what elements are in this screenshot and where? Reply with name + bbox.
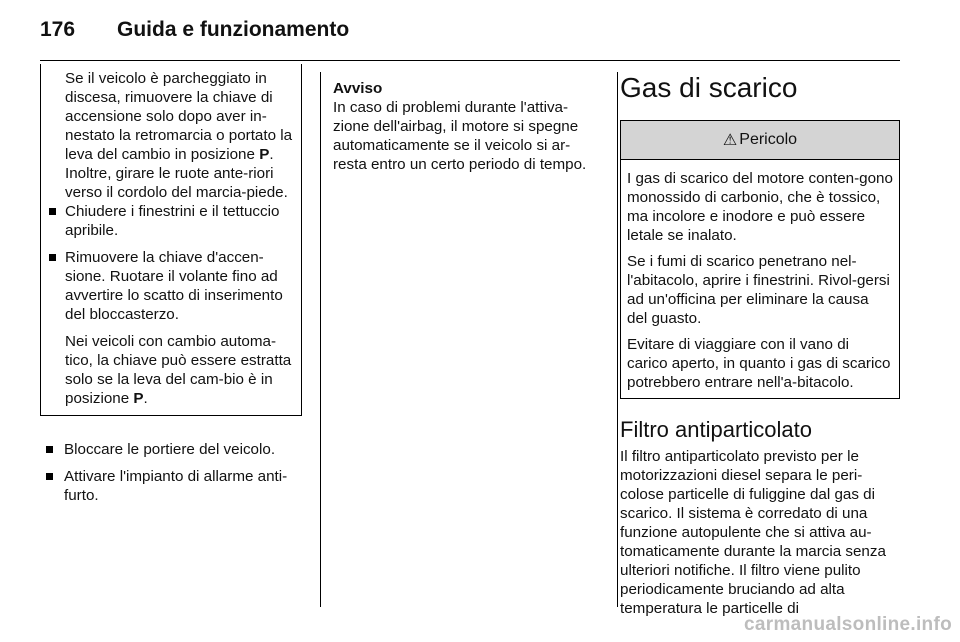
danger-box-header [621, 121, 899, 160]
bullet-square-icon [46, 473, 53, 480]
subsection-heading: Filtro antiparticolato [620, 417, 812, 442]
list-item: Rimuovere la chiave d'accen-sione. Ruotare il volante fino ad avvertire lo scatto di inserimento del bloccasterzo. [41, 248, 301, 324]
list-item: Attivare l'impianto di allarme anti-furto. [40, 467, 302, 505]
bullet-square-icon [49, 208, 56, 215]
section-heading: Gas di scarico [620, 72, 798, 103]
list-item: Bloccare le portiere del veicolo. [40, 440, 302, 459]
danger-title: Pericolo [739, 131, 798, 148]
section-title: Guida e funzionamento [117, 18, 350, 41]
column-divider-2 [617, 72, 618, 607]
column-3 [620, 72, 900, 618]
box-intro-paragraph: Se il veicolo è parcheggiato in discesa, rimuovere la chiave di accensione solo dopo aver in-nestato la retromarcia o portato la leva del cambio in posizione P. Inoltre, girare le ruote ante-riori verso il cordolo del marcia-piede. [65, 70, 293, 201]
list-item: Chiudere i finestrini e il tettuccio apribile. [41, 202, 301, 240]
bullet-list [40, 440, 302, 505]
box-note-paragraph: Nei veicoli con cambio automa-tico, la chiave può essere estratta solo se la leva del cam-bio è in posizione P. [65, 333, 292, 407]
danger-paragraph: I gas di scarico del motore conten-gono monossido di carbonio, che è tossico, ma incolore e inodore e può essere letale se inalato. [627, 170, 893, 244]
notice-title: Avviso [333, 80, 383, 97]
continued-danger-box [40, 64, 302, 416]
page-number: 176 [40, 18, 76, 41]
body-paragraph: Il filtro antiparticolato previsto per le motorizzazioni diesel separa le peri-colose particelle di fuliggine dal gas di scarico. Il sistema è corredato di una funzione autopulente che si attiva au-tomaticamente durante la marcia senza ulteriori notifiche. Il filtro viene pulito periodicamente bruciando ad alta temperatura le particelle di [620, 448, 886, 617]
box-bullet-list [41, 202, 301, 324]
notice-text: In caso di problemi durante l'attiva-zione dell'airbag, il motore si spegne automaticamente se il veicolo si ar-resta entro un certo periodo di tempo. [333, 99, 587, 173]
danger-paragraph: Se i fumi di scarico penetrano nel-l'abitacolo, aprire i finestrini. Rivol-gersi ad un'officina per eliminare la causa del guasto. [627, 253, 890, 327]
column-2 [333, 79, 601, 174]
column-1 [40, 64, 302, 513]
watermark: carmanualsonline.info [744, 614, 952, 635]
danger-box [620, 120, 900, 399]
bullet-square-icon [46, 446, 53, 453]
danger-paragraph: Evitare di viaggiare con il vano di carico aperto, in quanto i gas di scarico potrebbero entrare nell'a-bitacolo. [627, 336, 891, 391]
bullet-square-icon [49, 254, 56, 261]
column-divider-1 [320, 72, 321, 607]
danger-box-body [621, 160, 899, 398]
header-rule [40, 60, 900, 61]
warning-triangle-icon: ⚠ [722, 132, 738, 149]
